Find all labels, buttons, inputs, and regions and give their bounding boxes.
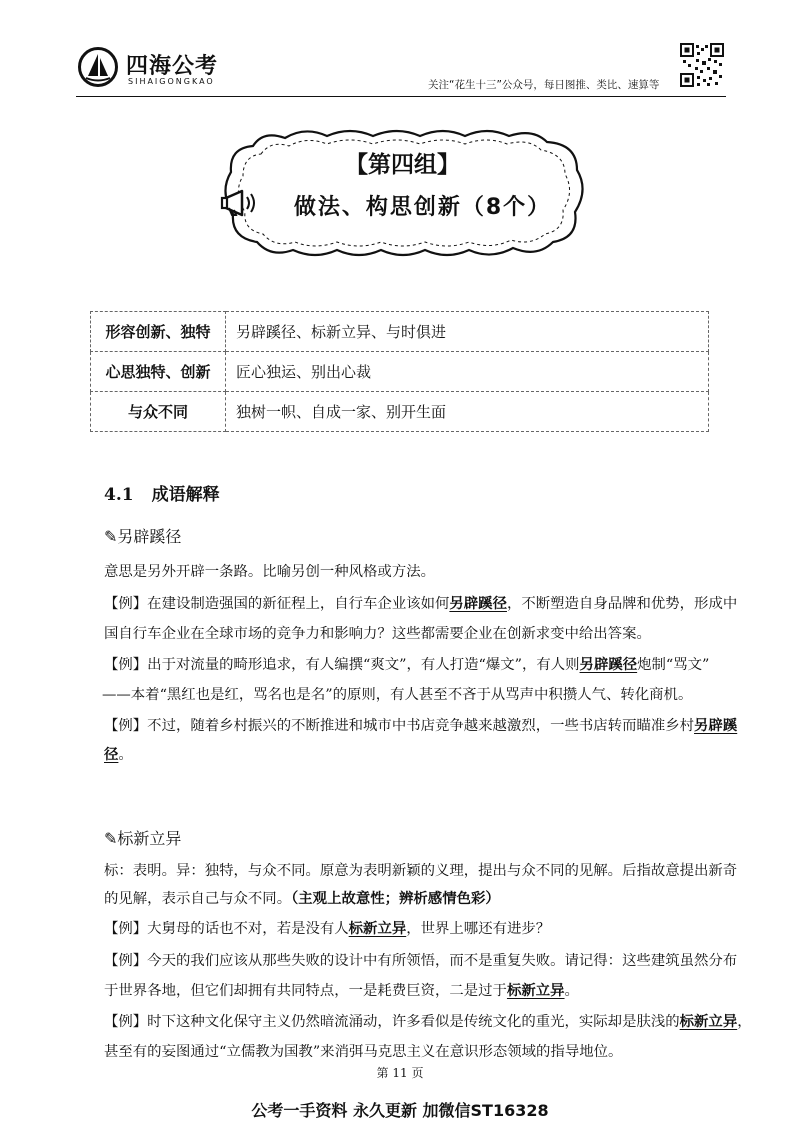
sailboat-logo-icon	[78, 47, 118, 87]
section-number: 4.1	[104, 485, 134, 505]
definition-text: 的见解，表示自己与众不同。	[104, 891, 292, 907]
synonym-table	[90, 311, 709, 432]
example-text: 。	[564, 983, 579, 999]
example-line	[104, 656, 724, 674]
page-number: 第 11 页	[376, 1066, 424, 1080]
header-slogan: 关注“花生十三”公众号，每日图推、类比、速算等	[428, 79, 660, 91]
example-line: 甚至有的妄图通过“立儒教为国教”来消弭马克思主义在意识形态领域的指导地位。	[104, 1044, 623, 1060]
idiom-title: ✎另辟蹊径	[104, 527, 182, 546]
example-line: 【例】今天的我们应该从那些失败的设计中有所领悟，而不是重复失败。请记得：这些建筑虽然分布	[104, 953, 738, 969]
example-line: 国自行车企业在全球市场的竞争力和影响力？这些都需要企业在创新求变中给出答案。	[104, 626, 651, 642]
group-subtitle: 做法、构思创新（8个）	[293, 195, 552, 220]
section-heading	[104, 480, 220, 505]
highlighted-idiom: 另辟蹊径	[449, 595, 507, 612]
category-cell: 形容创新、独特	[91, 312, 226, 352]
example-text: 。	[118, 747, 133, 763]
idioms-cell: 匠心独运、别出心裁	[226, 352, 709, 392]
idiom-title: ✎标新立异	[104, 829, 182, 848]
idiom-definition	[104, 890, 724, 908]
qr-code-icon	[680, 43, 724, 87]
group-banner	[215, 128, 590, 258]
example-text: 于世界各地，但它们却拥有共同特点，一是耗费巨资，二是过于	[104, 983, 507, 999]
section-title: 成语解释	[151, 485, 220, 505]
idioms-cell: 独树一帜、自成一家、别开生面	[226, 392, 709, 432]
idioms-cell: 另辟蹊径、标新立异、与时俱进	[226, 312, 709, 352]
highlighted-idiom: 径	[104, 746, 119, 763]
example-line	[104, 920, 724, 938]
table-row	[91, 312, 709, 352]
highlighted-idiom: 另辟蹊径	[579, 656, 638, 673]
highlighted-idiom: 标新立异	[679, 1013, 738, 1030]
brand-name: 四海公考	[126, 54, 219, 79]
example-text: 【例】不过，随着乡村振兴的不断推进和城市中书店竞争越来越激烈，一些书店转而瞄准乡村	[104, 718, 695, 734]
example-line	[104, 717, 738, 735]
example-line	[104, 746, 724, 764]
category-cell: 与众不同	[91, 392, 226, 432]
example-line	[104, 982, 724, 1000]
example-text: ，世界上哪还有进步？	[406, 921, 551, 937]
example-text: 【例】时下这种文化保守主义仍然暗流涌动，许多看似是传统文化的重光，实际却是肤浅的	[104, 1014, 680, 1030]
example-text: ，不断塑造自身品牌和优势，形成中	[506, 596, 738, 612]
example-text: ，	[737, 1014, 752, 1030]
example-text: 【例】在建设制造强国的新征程上，自行车企业该如何	[104, 596, 450, 612]
group-title: 【第四组】	[345, 152, 460, 178]
table-row	[91, 352, 709, 392]
example-line: ——本着“黑红也是红，骂名也是名”的原则，有人甚至不吝于从骂声中积攒人气、转化商机。	[102, 687, 693, 703]
brand-logo	[78, 47, 258, 97]
table-row	[91, 392, 709, 432]
brand-subtitle: SIHAIGONGKAO	[128, 77, 215, 86]
example-text: 炮制“骂文”	[637, 657, 710, 673]
example-line	[104, 595, 738, 613]
example-text: 【例】出于对流量的畸形追求，有人编撰“爽文”，有人打造“爆文”，有人则	[104, 657, 580, 673]
idiom-definition: 标：表明。异：独特，与众不同。原意为表明新颖的义理，提出与众不同的见解。后指故意提出新奇	[104, 863, 738, 879]
highlighted-idiom: 标新立异	[348, 920, 407, 937]
idiom-definition: 意思是另外开辟一条路。比喻另创一种风格或方法。	[104, 564, 435, 580]
header-divider	[76, 96, 726, 97]
usage-note: （主观上故意性；辨析感情色彩）	[291, 890, 500, 907]
highlighted-idiom: 另辟蹊	[694, 717, 738, 734]
example-line	[104, 1013, 752, 1031]
footer-banner: 公考一手资料 永久更新 加微信ST16328	[251, 1101, 549, 1120]
category-cell: 心思独特、创新	[91, 352, 226, 392]
example-text: 【例】大舅母的话也不对，若是没有人	[104, 921, 349, 937]
highlighted-idiom: 标新立异	[506, 982, 565, 999]
